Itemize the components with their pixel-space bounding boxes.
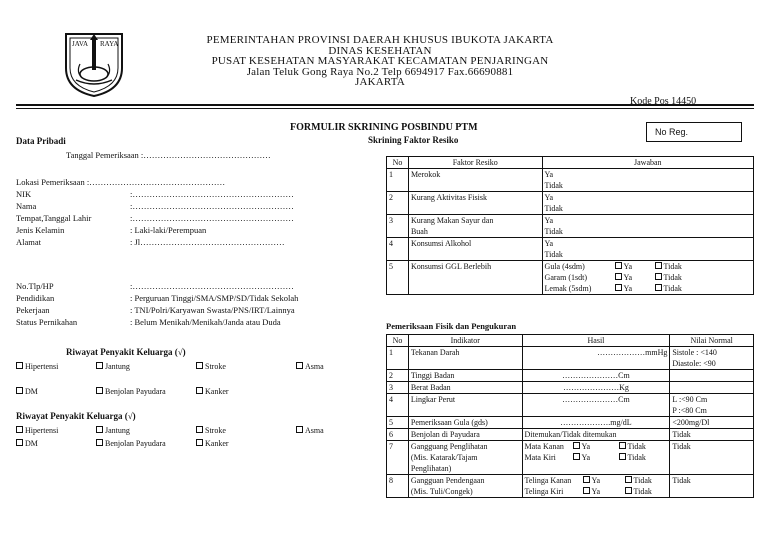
risk-factor-table	[386, 156, 754, 295]
table-header-row: No Faktor Resiko Jawaban	[387, 157, 754, 169]
jawaban-cell[interactable]: Ya Tidak	[542, 169, 753, 192]
header-rule-thin	[16, 108, 754, 109]
alamat-label: Alamat	[16, 237, 42, 247]
vision-options[interactable]: Mata Kanan Ya Tidak Mata Kiri Ya Tidak	[522, 441, 670, 475]
checkbox-jantung[interactable]: Jantung	[96, 362, 130, 371]
riwayat-heading-2: Riwayat Penyakit Keluarga (√)	[16, 411, 136, 421]
checkbox-jantung-2[interactable]: Jantung	[96, 426, 130, 435]
nik-field[interactable]: :…………………………………………………	[130, 189, 294, 199]
letterhead	[190, 35, 570, 88]
header-rule-thick	[16, 104, 754, 106]
jawaban-cell[interactable]: Ya Tidak	[542, 238, 753, 261]
checkbox-dm-2[interactable]: DM	[16, 439, 38, 448]
nama-label: Nama	[16, 201, 37, 211]
form-subtitle: Skrining Faktor Resiko	[368, 135, 459, 145]
tanggal-pemeriksaan-field[interactable]: Tanggal Pemeriksaan :………………………………………	[66, 150, 271, 160]
status-field[interactable]: : Belum Menikah/Menikah/Janda atau Duda	[130, 317, 281, 327]
hasil-field[interactable]: …………………Cm	[522, 370, 670, 382]
pekerjaan-field[interactable]: : TNI/Polri/Karyawan Swasta/PNS/IRT/Lainnya	[130, 305, 295, 315]
checkbox-dm[interactable]: DM	[16, 387, 38, 396]
jakarta-logo	[62, 28, 126, 98]
checkbox-stroke-2[interactable]: Stroke	[196, 426, 226, 435]
pekerjaan-label: Pekerjaan	[16, 305, 50, 315]
table-row: 1 Merokok Ya Tidak	[387, 169, 754, 192]
exam-table	[386, 334, 754, 498]
svg-text:RAYA: RAYA	[100, 40, 119, 48]
checkbox-asma-2[interactable]: Asma	[296, 426, 324, 435]
hasil-field[interactable]: Ditemukan/Tidak ditemukan	[522, 429, 670, 441]
table-row: 8 Gangguan Pendengaan (Mis. Tuli/Congek) Telinga Kanan Ya Tidak Telinga Kiri Ya Tidak Tidak	[387, 475, 754, 498]
ttl-field[interactable]: :…………………………………………………	[130, 213, 294, 223]
tlp-field[interactable]: :…………………………………………………	[130, 281, 294, 291]
checkbox-hipertensi[interactable]: Hipertensi	[16, 362, 58, 371]
table-row: 2 Kurang Aktivitas Fisisk Ya Tidak	[387, 192, 754, 215]
riwayat-heading-1: Riwayat Penyakit Keluarga (√)	[66, 347, 186, 357]
checkbox-kanker[interactable]: Kanker	[196, 387, 229, 396]
table-row: 6 Benjolan di Payudara Ditemukan/Tidak ditemukan Tidak	[387, 429, 754, 441]
header-line-1: PEMERINTAHAN PROVINSI DAERAH KHUSUS IBUKOTA JAKARTA	[206, 34, 554, 46]
ggl-options[interactable]: Gula (4sdm) Ya Tidak Garam (1sdt) Ya Tidak Lemak (5sdm) Ya Tidak	[542, 261, 753, 295]
jawaban-cell[interactable]: Ya Tidak	[542, 215, 753, 238]
nik-label: NIK	[16, 189, 32, 199]
nama-field[interactable]: :…………………………………………………	[130, 201, 294, 211]
hasil-field[interactable]: ………………mmHg	[522, 347, 670, 370]
table-row: 5 Pemeriksaan Gula (gds) ……………….mg/dL <200mg/Dl	[387, 417, 754, 429]
alamat-field[interactable]: : Jl……………………………………………	[130, 237, 285, 247]
table-header-row: No Indikator Hasil Nilai Normal	[387, 335, 754, 347]
ttl-label: Tempat,Tanggal Lahir	[16, 213, 92, 223]
pendidikan-field[interactable]: : Perguruan Tinggi/SMA/SMP/SD/Tidak Sekolah	[130, 293, 299, 303]
checkbox-benjolan-payudara-2[interactable]: Benjolan Payudara	[96, 439, 166, 448]
hasil-field[interactable]: …………………Kg	[522, 382, 670, 394]
no-reg-box[interactable]	[646, 122, 742, 142]
hasil-field[interactable]: …………………Cm	[522, 394, 670, 417]
table-row: 5 Konsumsi GGL Berlebih Gula (4sdm) Ya Tidak Garam (1sdt) Ya Tidak Lemak (5sdm) Ya Tidak	[387, 261, 754, 295]
data-pribadi-heading: Data Pribadi	[16, 136, 66, 146]
checkbox-benjolan-payudara[interactable]: Benjolan Payudara	[96, 387, 166, 396]
header-line-3: PUSAT KESEHATAN MASYARAKAT KECAMATAN PENJARINGAN	[211, 55, 549, 67]
no-reg-label: No Reg.	[655, 127, 689, 137]
checkbox-asma[interactable]: Asma	[296, 362, 324, 371]
hasil-field[interactable]: ……………….mg/dL	[522, 417, 670, 429]
postal-code: Kode Pos 14450	[630, 96, 697, 107]
header-address: Jalan Teluk Gong Raya No.2 Telp 6694917 Fax.66690881	[246, 65, 514, 78]
table-row: 7 Gangguang Penglihatan (Mis. Katarak/Tajam Penglihatan) Mata Kanan Ya Tidak Mata Kiri Ya Tidak Tidak	[387, 441, 754, 475]
form-title: FORMULIR SKRINING POSBINDU PTM	[290, 122, 478, 133]
pendidikan-label: Pendidikan	[16, 293, 55, 303]
table-row: 4 Lingkar Perut …………………Cm L :<90 Cm P :<80 Cm	[387, 394, 754, 417]
svg-text:JAVA: JAVA	[72, 40, 89, 48]
table-row: 3 Berat Badan …………………Kg	[387, 382, 754, 394]
table-row: 3 Kurang Makan Sayur dan Buah Ya Tidak	[387, 215, 754, 238]
status-label: Status Pernikahan	[16, 317, 78, 327]
jenis-kelamin-label: Jenis Kelamin	[16, 225, 65, 235]
lokasi-pemeriksaan-field[interactable]: Lokasi Pemeriksaan :…………………………………………	[16, 177, 226, 187]
checkbox-stroke[interactable]: Stroke	[196, 362, 226, 371]
jawaban-cell[interactable]: Ya Tidak	[542, 192, 753, 215]
tlp-label: No.Tlp/HP	[16, 281, 54, 291]
jenis-kelamin-field[interactable]: : Laki-laki/Perempuan	[130, 225, 207, 235]
header-city: JAKARTA	[355, 76, 405, 88]
header-line-2: DINAS KESEHATAN	[328, 44, 432, 57]
checkbox-kanker-2[interactable]: Kanker	[196, 439, 229, 448]
pemeriksaan-heading: Pemeriksaan Fisik dan Pengukuran	[386, 321, 517, 331]
table-row: 2 Tinggi Badan …………………Cm	[387, 370, 754, 382]
checkbox-hipertensi-2[interactable]: Hipertensi	[16, 426, 58, 435]
table-row: 4 Konsumsi Alkohol Ya Tidak	[387, 238, 754, 261]
hearing-options[interactable]: Telinga Kanan Ya Tidak Telinga Kiri Ya Tidak	[522, 475, 670, 498]
table-row: 1 Tekanan Darah ………………mmHg Sistole : <140 Diastole: <90	[387, 347, 754, 370]
